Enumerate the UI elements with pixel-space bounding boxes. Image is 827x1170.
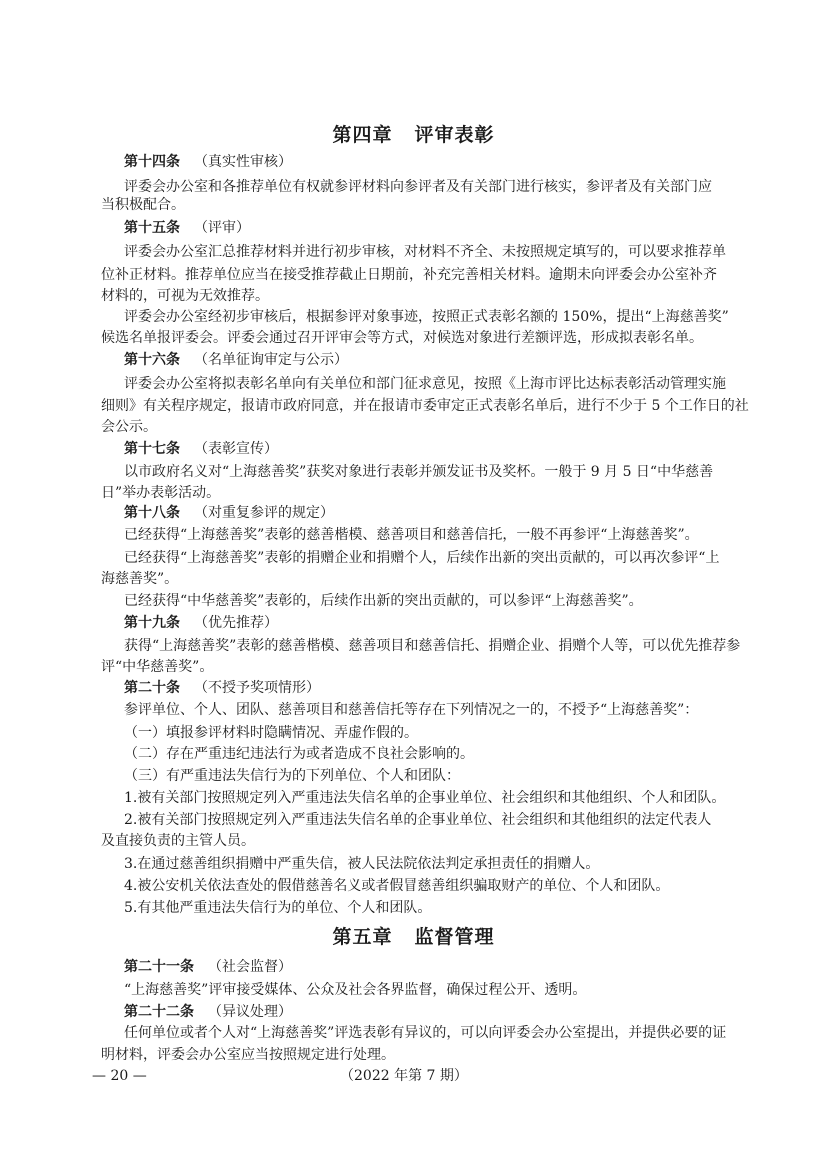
article-17-heading xyxy=(124,440,741,458)
article-18-heading xyxy=(124,504,741,522)
article-16-title: 第十六条 xyxy=(124,352,180,368)
article-15-subtitle: （评审） xyxy=(194,220,250,236)
issue-label: （2022 年第 7 期） xyxy=(340,1068,468,1084)
article-15-text: 评委会办公室经初步审核后，根据参评对象事迹，按照正式表彰名额的 150%，提出“上海慈善奖” xyxy=(124,309,729,325)
article-22-text: 明材料，评委会办公室应当按照规定进行处理。 xyxy=(101,1047,395,1063)
article-20-subitem: 4.被公安机关依法查处的假借慈善名义或者假冒慈善组织骗取财产的单位、个人和团队。 xyxy=(124,878,670,894)
article-20-subitem: 1.被有关部门按照规定列入严重违法失信名单的企事业单位、社会组织和其他组织、个人和团队。 xyxy=(124,790,726,806)
article-14-title: 第十四条 xyxy=(124,154,180,170)
article-20-item: （一）填报参评材料时隐瞒情况、弄虚作假的。 xyxy=(124,725,418,741)
article-14-text: 评委会办公室和各推荐单位有权就参评材料向参评者及有关部门进行核实，参评者及有关部门应 xyxy=(124,179,712,195)
chapter-4-number: 第四章 xyxy=(332,124,393,146)
chapter-5-title: 监督管理 xyxy=(414,926,495,948)
article-20-heading xyxy=(124,679,741,697)
article-16-subtitle: （名单征询审定与公示） xyxy=(194,352,348,368)
article-20-item: （三）有严重违法失信行为的下列单位、个人和团队： xyxy=(124,768,460,784)
article-18-text: 已经获得“上海慈善奖”表彰的慈善楷模、慈善项目和慈善信托，一般不再参评“上海慈善奖”。 xyxy=(124,527,699,543)
article-20-text: 参评单位、个人、团队、慈善项目和慈善信托等存在下列情况之一的，不授予“上海慈善奖”： xyxy=(124,702,699,718)
article-20-subitem: 3.在通过慈善组织捐赠中严重失信，被人民法院依法判定承担责任的捐赠人。 xyxy=(124,856,600,872)
article-20-subitem: 及直接负责的主管人员。 xyxy=(101,833,255,849)
article-20-subitem: 5.有其他严重违法失信行为的单位、个人和团队。 xyxy=(124,900,432,916)
article-21-heading xyxy=(124,958,741,976)
article-22-heading xyxy=(124,1003,741,1021)
article-20-title: 第二十条 xyxy=(124,680,180,696)
article-20-subitem: 2.被有关部门按照规定列入严重违法失信名单的企事业单位、社会组织和其他组织的法定代表人 xyxy=(124,812,712,828)
article-19-text: 评“中华慈善奖”。 xyxy=(101,659,214,675)
article-17-subtitle: （表彰宣传） xyxy=(194,441,278,457)
article-17-title: 第十七条 xyxy=(124,441,180,457)
article-21-text: “上海慈善奖”评审接受媒体、公众及社会各界监督，确保过程公开、透明。 xyxy=(124,982,587,998)
article-21-title: 第二十一条 xyxy=(124,959,194,975)
article-19-heading xyxy=(124,614,741,632)
article-18-text: 已经获得“上海慈善奖”表彰的捐赠企业和捐赠个人，后续作出新的突出贡献的，可以再次参评“上 xyxy=(124,550,720,566)
article-17-text: 以市政府名义对“上海慈善奖”获奖对象进行表彰并颁发证书及奖杯。一般于 9 月 5 日“中华慈善 xyxy=(124,464,714,480)
article-22-text: 任何单位或者个人对“上海慈善奖”评选表彰有异议的，可以向评委会办公室提出，并提供必要的证 xyxy=(124,1025,727,1041)
article-21-subtitle: （社会监督） xyxy=(208,959,292,975)
article-18-text: 海慈善奖”。 xyxy=(101,571,179,587)
article-16-heading xyxy=(124,351,741,369)
article-18-text: 已经获得“中华慈善奖”表彰的，后续作出新的突出贡献的，可以参评“上海慈善奖”。 xyxy=(124,593,643,609)
article-18-subtitle: （对重复参评的规定） xyxy=(194,505,334,521)
article-15-title: 第十五条 xyxy=(124,220,180,236)
article-14-heading xyxy=(124,153,741,171)
article-22-title: 第二十二条 xyxy=(124,1004,194,1020)
article-14-text: 当积极配合。 xyxy=(101,197,185,213)
chapter-5-number: 第五章 xyxy=(332,926,393,948)
article-15-heading xyxy=(124,219,741,237)
chapter-5-heading xyxy=(0,922,827,949)
article-16-text: 细则》有关程序规定，报请市政府同意，并在报请市委审定正式表彰名单后，进行不少于 5 个工作日的社 xyxy=(101,398,749,414)
article-16-text: 会公示。 xyxy=(101,419,157,435)
article-17-text: 日”举办表彰活动。 xyxy=(101,485,221,501)
article-18-title: 第十八条 xyxy=(124,505,180,521)
page-number: — 20 — xyxy=(92,1068,147,1084)
chapter-4-title: 评审表彰 xyxy=(414,124,495,146)
article-16-text: 评委会办公室将拟表彰名单向有关单位和部门征求意见，按照《上海市评比达标表彰活动管理实施 xyxy=(124,376,726,392)
article-22-subtitle: （异议处理） xyxy=(208,1004,292,1020)
article-19-text: 获得“上海慈善奖”表彰的慈善楷模、慈善项目和慈善信托、捐赠企业、捐赠个人等，可以优先推荐参 xyxy=(124,638,741,654)
article-15-text: 位补正材料。推荐单位应当在接受推荐截止日期前，补充完善相关材料。逾期未向评委会办公室补齐 xyxy=(101,267,717,283)
article-15-text: 评委会办公室汇总推荐材料并进行初步审核，对材料不齐全、未按照规定填写的，可以要求推荐单 xyxy=(124,244,726,260)
article-19-subtitle: （优先推荐） xyxy=(194,615,278,631)
article-20-subtitle: （不授予奖项情形） xyxy=(194,680,320,696)
chapter-4-heading xyxy=(0,120,827,147)
article-15-text: 候选名单报评委会。评委会通过召开评审会等方式，对候选对象进行差额评选，形成拟表彰名单。 xyxy=(101,330,703,346)
article-19-title: 第十九条 xyxy=(124,615,180,631)
article-15-text: 材料的，可视为无效推荐。 xyxy=(101,288,269,304)
article-14-subtitle: （真实性审核） xyxy=(194,154,292,170)
article-20-item: （二）存在严重违纪违法行为或者造成不良社会影响的。 xyxy=(124,746,474,762)
